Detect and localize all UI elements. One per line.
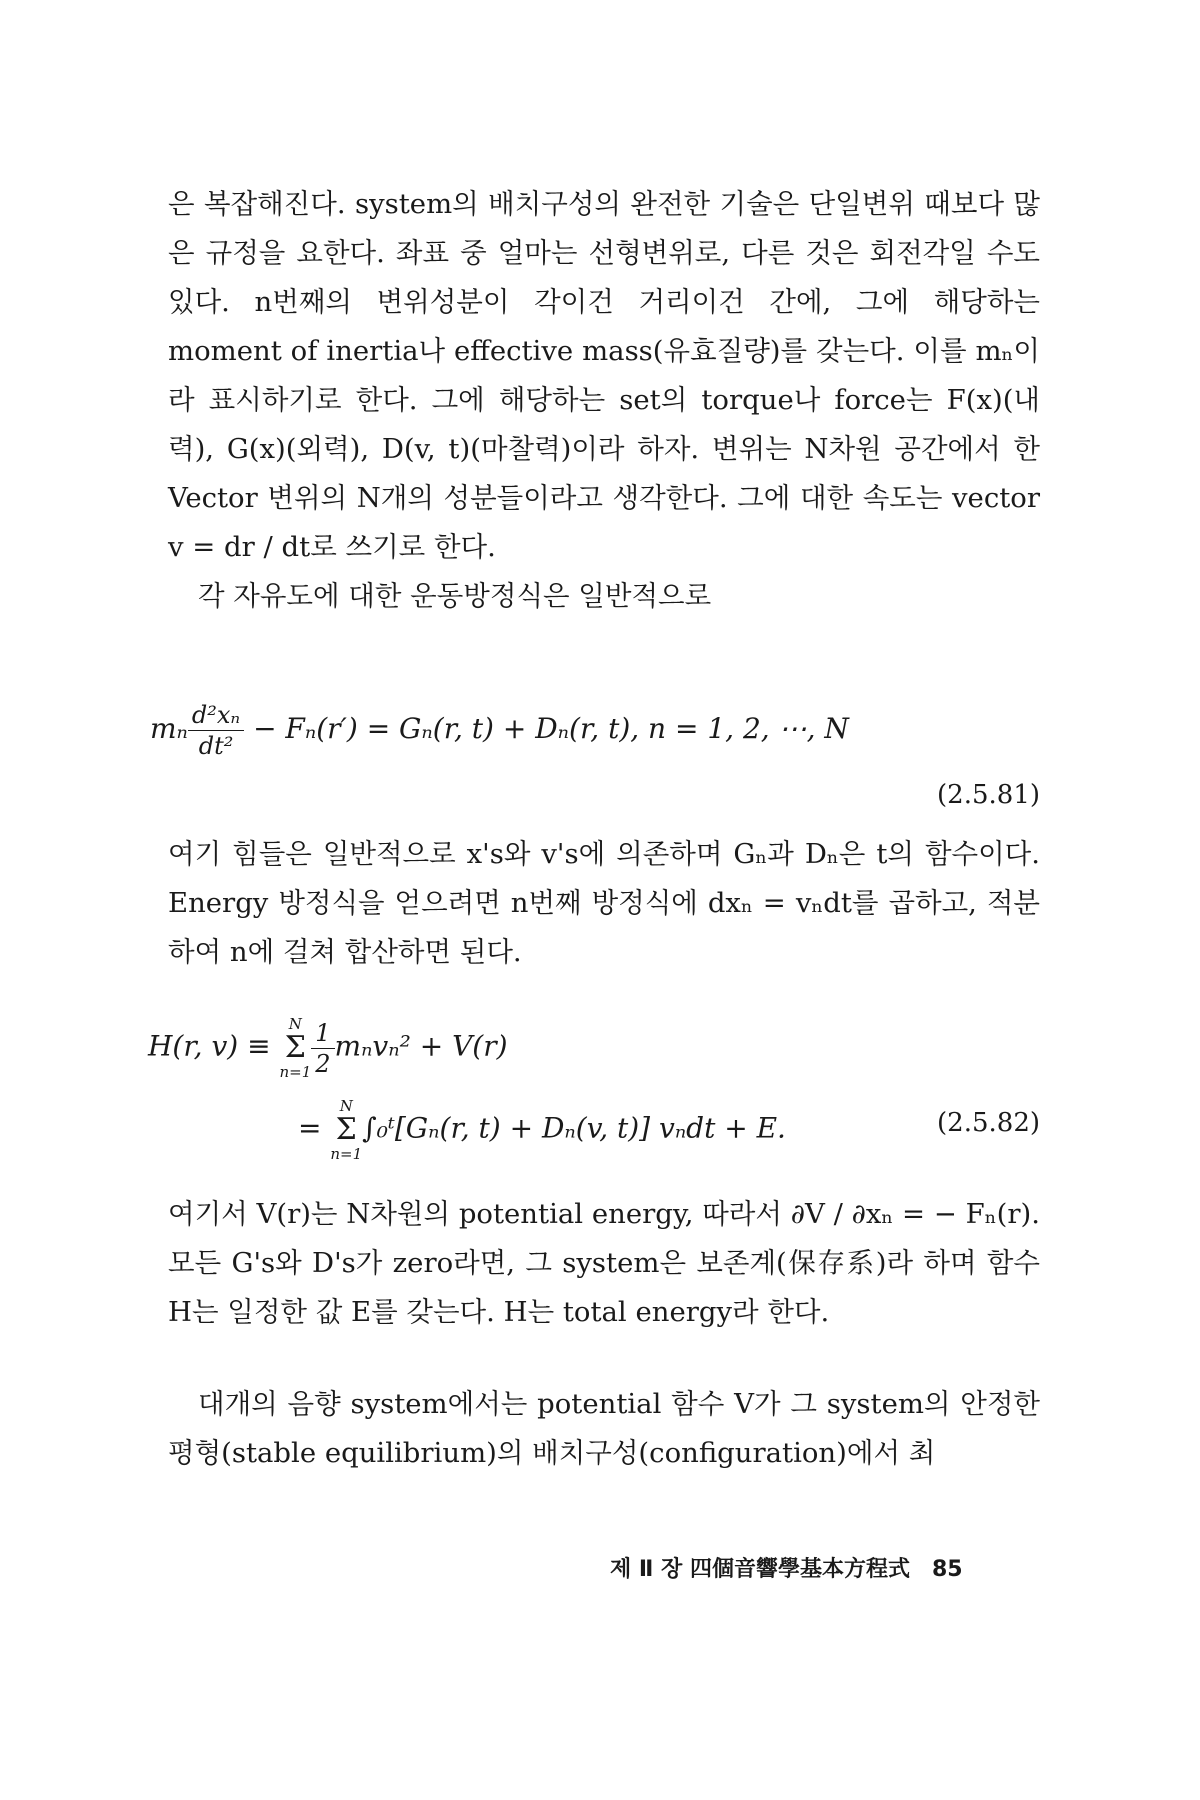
sigma-icon-2: Σ (335, 1112, 357, 1147)
half-numerator: 1 (311, 1018, 334, 1049)
equation-2-5-82 (148, 1015, 1048, 1165)
page-number: 85 (931, 1557, 963, 1582)
sum2-upper-limit: N (339, 1097, 353, 1115)
paragraph-1-body: 은 복잡해진다. system의 배치구성의 완전한 기술은 단일변위 때보다 많은 규정을 요한다. 좌표 중 얼마는 선형변위로, 다른 것은 회전각일 수도 있다. n번째의 변위성분이 각이건 거리이건 간에, 그에 해당하는 moment of inertia나 effective mass(유효질량)를 갖는다. 이를 mₙ이라 표시하기로 한다. 그에 해당하는 set의 torque나 force는 F(x)(내력), G(x)(외력), D(v, t)(마찰력)이라 하자. 변위는 N차원 공간에서 한 Vector 변위의 N개의 성분들이라고 생각한다. 그에 대한 속도는 vector v = dr / dt로 쓰기로 한다. (168, 188, 1040, 563)
eq2-lhs: H(r, v) ≡ (148, 1029, 271, 1063)
eq2-line-1 (148, 1015, 508, 1081)
half-denominator: 2 (315, 1049, 331, 1078)
summation-symbol (279, 1015, 311, 1081)
integral-symbol: ∫₀ᵗ (362, 1111, 395, 1145)
summation-symbol-2 (330, 1097, 362, 1163)
paragraph-1 (168, 180, 1040, 621)
equation-number-2-5-82: (2.5.82) (937, 1108, 1040, 1138)
eq1-denominator: dt² (198, 732, 234, 760)
running-footer (610, 1552, 963, 1583)
eq1-fraction (188, 700, 244, 761)
eq1-coefficient: mₙ (150, 712, 188, 745)
eq2-line-2 (298, 1097, 786, 1163)
sigma-icon: Σ (284, 1030, 306, 1065)
paragraph-3 (168, 1190, 1040, 1337)
paragraph-4-body: 대개의 음향 system에서는 potential 함수 V가 그 system의 안정한 평형(stable equilibrium)의 배치구성(configuration)에서 최 (168, 1388, 1040, 1469)
paragraph-3-body: 여기서 V(r)는 N차원의 potential energy, 따라서 ∂V / ∂xₙ = − Fₙ(r). 모든 G's와 D's가 zero라면, 그 system은 보존계(保存系)라 하며 함수 H는 일정한 값 E를 갖는다. H는 total energy라 한다. (168, 1198, 1040, 1328)
paragraph-1-lead-in: 각 자유도에 대한 운동방정식은 일반적으로 (198, 580, 712, 612)
eq1-rest: − Fₙ(r′) = Gₙ(r, t) + Dₙ(r, t), n = 1, 2, ⋯, N (253, 712, 849, 745)
equation-2-5-81 (150, 700, 1040, 760)
sum2-lower-limit: n=1 (330, 1145, 363, 1163)
equation-1-expression (150, 700, 849, 761)
half-fraction (311, 1018, 334, 1079)
sum-lower-limit: n=1 (279, 1063, 312, 1081)
equation-number-2-5-81: (2.5.81) (937, 780, 1040, 810)
paragraph-2-body: 여기 힘들은 일반적으로 x's와 v's에 의존하며 Gₙ과 Dₙ은 t의 함수이다. Energy 방정식을 얻으려면 n번째 방정식에 dxₙ = vₙdt를 곱하고, 적분하여 n에 걸쳐 합산하면 된다. (168, 838, 1040, 968)
eq2-equals: = (298, 1111, 322, 1145)
sum-upper-limit: N (288, 1015, 302, 1033)
eq1-numerator: d²xₙ (188, 700, 244, 731)
eq2-line2-rest: [Gₙ(r, t) + Dₙ(v, t)] vₙdt + E. (394, 1111, 786, 1145)
paragraph-2 (168, 830, 1040, 977)
chapter-title: 제 Ⅱ 장 四個音響學基本方程式 (610, 1557, 910, 1582)
eq2-line1-rest: mₙvₙ² + V(r) (334, 1029, 508, 1063)
paragraph-4 (168, 1380, 1040, 1478)
